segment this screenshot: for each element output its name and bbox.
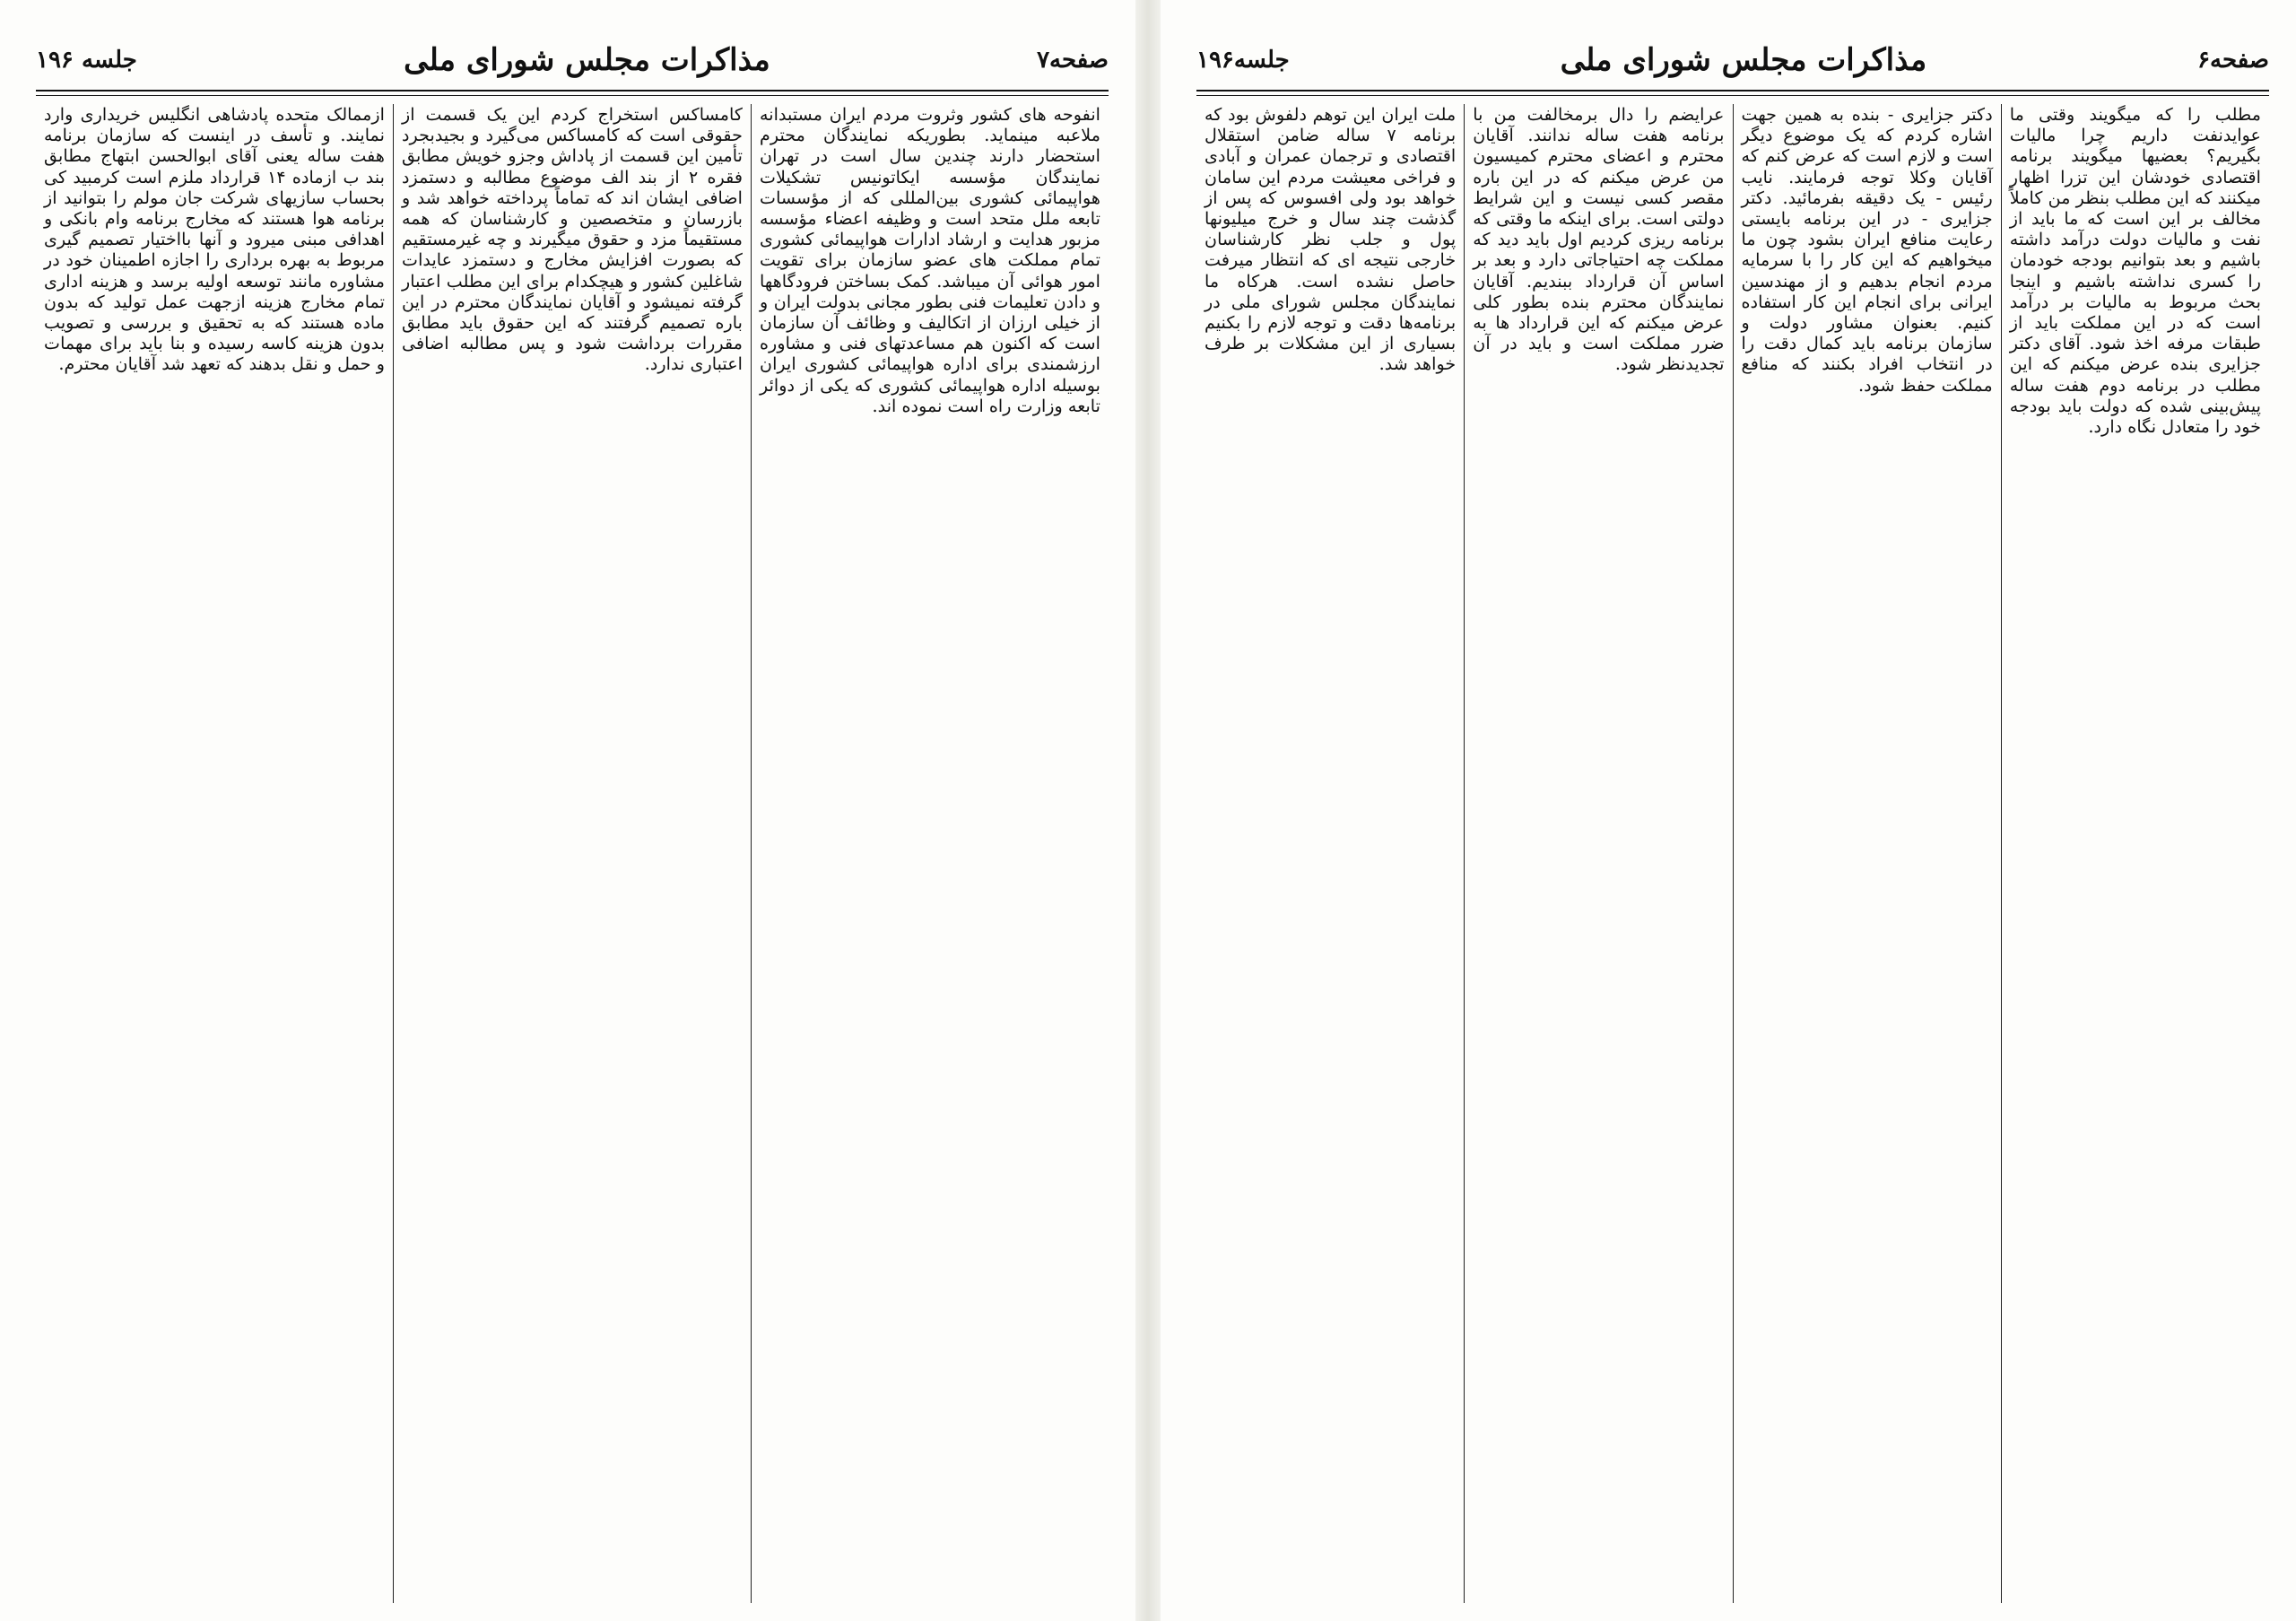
column-text: دکتر جزایری - بنده به همین جهت اشاره کردم که یک موضوع دیگر است و لازم است که عرض کنم که آقایان وکلا توجه فرمایند. نایب رئیس - یک دقیقه بفرمائید. دکتر جزایری - در این برنامه بایستی رعایت منافع ایران بشود چون ما میخواهیم که این کار را با سرمایه مردم انجام بدهیم و از مهندسین ایرانی برای انجام این کار استفاده کنیم. بعنوان مشاور دولت و سازمان برنامه باید کمال دقت را در انتخاب افراد بکنند که منافع مملکت حفظ شود. bbox=[1741, 104, 1993, 396]
text-column bbox=[751, 104, 1109, 1603]
page-number: صفحه۶ bbox=[2197, 47, 2269, 74]
column-text: ازممالک متحده پادشاهی انگلیس خریداری وارد نمایند. و تأسف در اینست که سازمان برنامه هفت ساله یعنی آقای ابوالحسن ابتهاج مطابق بند ب ازماده ۱۴ قرارداد ملزم است کرمبید کی بحساب سازیهای شرکت جان مولم را بتوانید از برنامه هوا هستند که مخارج برنامه وام بانکی و اهدافی مبنی میرود و آنها بااختیار تصمیم گیری مربوط به بهره برداری را اجازه اطمینان خود در مشاوره مانند توسعه اولیه برسد و هزینه اداری تمام مخارج هزینه ازجهت عمل تولید که بدون ماده هستند که به تحقیق و بررسی و تصویب بدون هزینه کاسه رسیده و بنا باید برای مهمات و حمل و نقل بدهند که تعهد شد آقایان محترم. bbox=[44, 104, 385, 375]
text-column bbox=[1464, 104, 1732, 1603]
right-page-columns bbox=[1196, 104, 2269, 1603]
column-text: عرایضم را دال برمخالفت من با برنامه هفت ساله ندانند. آقایان محترم و اعضای محترم کمیسیون من عرض میکنم که در این باره مقصر کسی نیست و این شرایط دولتی است. برای اینکه ما وقتی که برنامه ریزی کردیم اول باید دید که مملکت چه احتیاجاتی دارد و بعد بر اساس آن قرارداد ببندیم. آقایان نمایندگان محترم بنده بطور کلی عرض میکنم که این قرارداد ها به ضرر مملکت است و باید در آن تجدیدنظر شود. bbox=[1473, 104, 1725, 375]
header-rule bbox=[36, 90, 1109, 92]
text-column bbox=[1196, 104, 1464, 1603]
text-column bbox=[36, 104, 393, 1603]
right-page-header bbox=[1196, 34, 2269, 86]
left-page-header bbox=[36, 34, 1109, 86]
column-text: مطلب را که میگویند وقتی ما عوایدنفت داریم چرا مالیات بگیریم؟ بعضیها میگویند برنامه اقتصادی خودشان این تزرا اظهار میکنند که این مطلب بنظر من کاملاً مخالف بر این است که ما باید از نفت و مالیات دولت درآمد داشته باشیم و بعد بتوانیم بودجه خودمان را کسری نداشته باشیم و اینجا بحث مربوط به مالیات بر درآمد است که در این مملکت باید از طبقات مرفه اخذ شود. آقای دکتر جزایری بنده عرض میکنم که این مطلب در برنامه دوم هفت ساله پیش‌بینی شده که دولت باید بودجه خود را متعادل نگاه دارد. bbox=[2009, 104, 2261, 438]
text-column bbox=[393, 104, 751, 1603]
left-page bbox=[0, 0, 1135, 1621]
right-page bbox=[1161, 0, 2296, 1621]
text-column bbox=[1733, 104, 2001, 1603]
column-text: کامساکس استخراج کردم این یک قسمت از حقوقی است که کامساکس می‌گیرد و بجیدبجرد تأمین این قسمت از پاداش وجزو خویش مطابق فقره ۲ از بند الف موضوع مطالبه و دستمزد اضافی ایشان اند که تماماً پرداخته خواهد شد و بازرسان و متخصصین و کارشناسان که همه مستقیماً مزد و حقوق میگیرند و چه غیرمستقیم که بصورت افزایش مخارج و دستمزد عایدات شاغلین کشور و هیچکدام برای این مطلب اعتبار گرفته نمیشود و آقایان نمایندگان محترم در این باره تصمیم گرفتند که این حقوق باید مطابق مقررات برداشت شود و پس مطالبه اضافی اعتباری ندارد. bbox=[402, 104, 743, 375]
session-number: جلسه ۱۹۶ bbox=[36, 47, 137, 74]
page-gutter bbox=[1135, 0, 1161, 1621]
header-rule-thin bbox=[36, 95, 1109, 96]
publication-title: مذاکرات مجلس شورای ملی bbox=[1560, 42, 1927, 78]
header-rule-thin bbox=[1196, 95, 2269, 96]
column-text: ملت ایران این توهم دلفوش بود که برنامه ۷ ساله ضامن استقلال اقتصادی و ترجمان عمران و آبادی و فراخی معیشت مردم این سامان خواهد بود ولی افسوس که پس از گذشت چند سال و خرج میلیونها پول و جلب نظر کارشناسان خارجی نتیجه ای که انتظار میرفت حاصل نشده است. هرکاه ما نمایندگان مجلس شورای ملی در برنامه‌ها دقت و توجه لازم را بکنیم بسیاری از این مشکلات بر طرف خواهد شد. bbox=[1205, 104, 1457, 375]
text-column bbox=[2001, 104, 2269, 1603]
left-page-columns bbox=[36, 104, 1109, 1603]
session-number: جلسه۱۹۶ bbox=[1196, 47, 1290, 74]
publication-title: مذاکرات مجلس شورای ملی bbox=[404, 42, 770, 78]
column-text: انفوحه های کشور وثروت مردم ایران مستبدانه ملاعبه مینماید. بطوریکه نمایندگان محترم استحضار دارند چندین سال است در تهران نمایندگان مؤسسه ایکاتونیس تشکیلات هواپیمائی کشوری بین‌المللی که از مؤسسات تابعه ملل متحد است و وظیفه اعضاء مؤسسه مزبور هدایت و ارشاد ادارات هواپیمائی کشوری تمام مملکت های عضو سازمان برای تقویت امور هوائی آن میباشد. کمک بساختن فرودگاهها و دادن تعلیمات فنی بطور مجانی بدولت ایران و از خیلی ارزان از اتکالیف و وظائف آن سازمان است که اکنون هم مساعدتهای فنی و مشاوره ارزشمندی برای اداره هواپیمائی کشوری ایران بوسیله اداره هواپیمائی کشوری که یکی از دوائر تابعه وزارت راه است نموده اند. bbox=[760, 104, 1100, 416]
page-number: صفحه۷ bbox=[1037, 47, 1109, 74]
header-rule bbox=[1196, 90, 2269, 92]
